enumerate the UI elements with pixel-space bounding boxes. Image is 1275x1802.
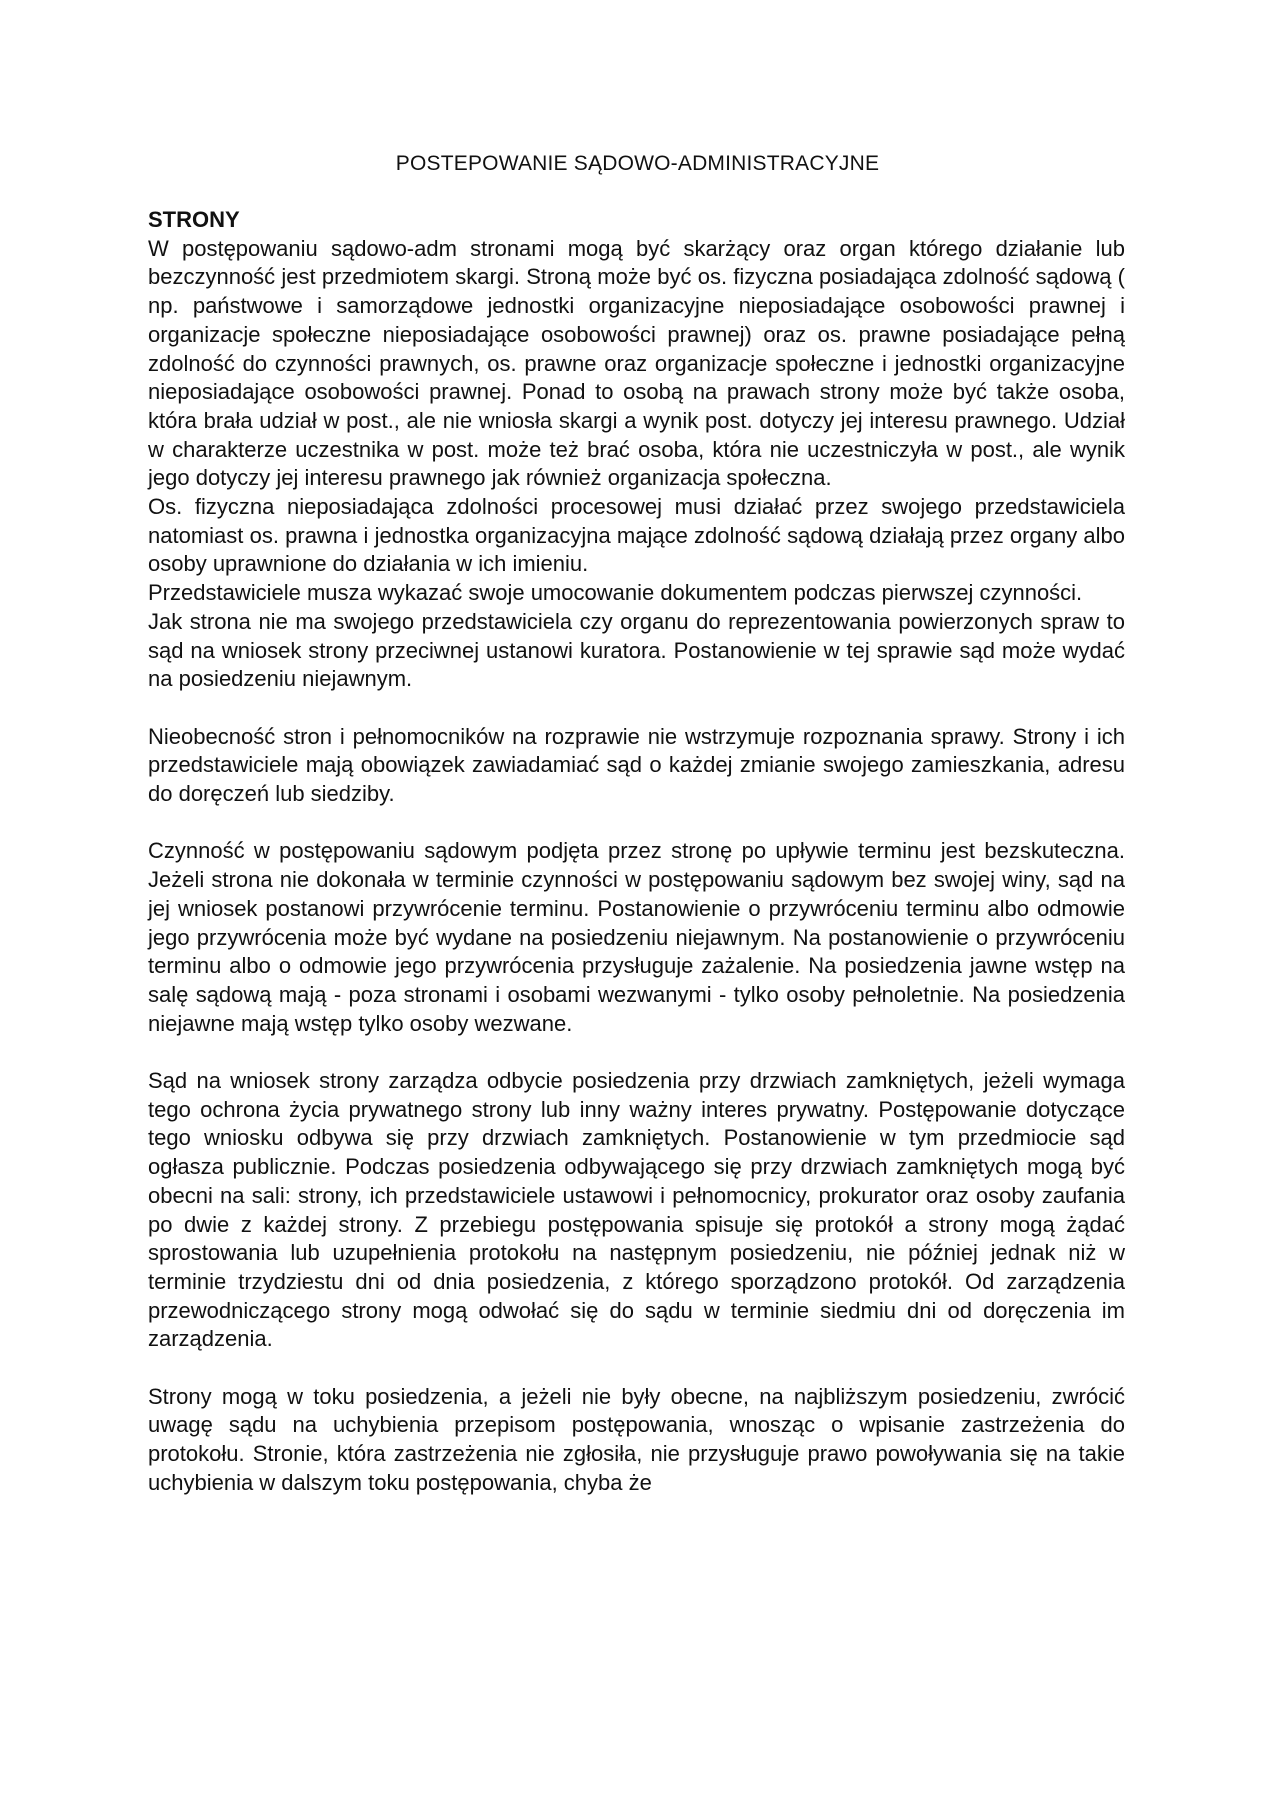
- paragraph-closed-doors: Sąd na wniosek strony zarządza odbycie posiedzenia przy drzwiach zamkniętych, jeżeli wymaga tego ochrona życia prywatnego strony lub inny ważny interes prywatny. Postępowanie dotyczące tego wniosku odbywa się przy drzwiach zamkniętych. Postanowienie w tym przedmiocie sąd ogłasza publicznie. Podczas posiedzenia odbywającego się przy drzwiach zamkniętych mogą być obecni na sali: strony, ich przedstawiciele ustawowi i pełnomocnicy, prokurator oraz osoby zaufania po dwie z każdej strony. Z przebiegu postępowania spisuje się protokół a strony mogą żądać sprostowania lub uzupełnienia protokołu na następnym posiedzeniu, nie później jednak niż w terminie trzydziestu dni od dnia posiedzenia, z którego sporządzono protokół. Od zarządzenia przewodniczącego strony mogą odwołać się do sądu w terminie siedmiu dni od doręczenia im zarządzenia.: [148, 1068, 1125, 1352]
- paragraph-deadlines: Czynność w postępowaniu sądowym podjęta przez stronę po upływie terminu jest bezskuteczna. Jeżeli strona nie dokonała w terminie czynności w postępowaniu sądowym bez swojej winy, sąd na jej wniosek postanowi przywrócenie terminu. Postanowienie o przywróceniu terminu albo odmowie jego przywrócenia może być wydane na posiedzeniu niejawnym. Na postanowienie o przywróceniu terminu albo o odmowie jego przywrócenia przysługuje zażalenie. Na posiedzenia jawne wstęp na salę sądową mają - poza stronami i osobami wezwanymi - tylko osoby pełnoletnie. Na posiedzenia niejawne mają wstęp tylko osoby wezwane.: [148, 838, 1125, 1036]
- paragraph-absence-of-parties: Nieobecność stron i pełnomocników na rozprawie nie wstrzymuje rozpoznania sprawy. Strony i ich przedstawiciele mają obowiązek zawiadamiać sąd o każdej zmianie swojego zamieszkania, adresu do doręczeń lub siedziby.: [148, 723, 1125, 807]
- document-title: POSTEPOWANIE SĄDOWO-ADMINISTRACYJNE: [395, 152, 880, 175]
- paragraph-procedural-capacity: Os. fizyczna nieposiadająca zdolności procesowej musi działać przez swojego przedstawiciela natomiast os. prawna i jednostka organizacyjna mające zdolność sądową działają przez organy albo osoby uprawnione do działania w ich imieniu.: [148, 494, 1125, 577]
- section-heading: STRONY: [148, 207, 240, 232]
- paragraph-spacer: [148, 1038, 1125, 1067]
- paragraph-representatives-authorization: Przedstawiciele musza wykazać swoje umocowanie dokumentem podczas pierwszej czynności.: [148, 580, 1083, 606]
- paragraph-spacer: [148, 809, 1125, 838]
- paragraph-spacer: [148, 1354, 1125, 1383]
- paragraph-spacer: [148, 694, 1125, 723]
- paragraph-curator: Jak strona nie ma swojego przedstawiciela czy organu do reprezentowania powierzonych spraw to sąd na wniosek strony przeciwnej ustanowi kuratora. Postanowienie w tej sprawie sąd może wydać na posiedzeniu niejawnym.: [148, 608, 1125, 692]
- paragraph-parties-definition: W postępowaniu sądowo-adm stronami mogą być skarżący oraz organ którego działanie lub bezczynność jest przedmiotem skargi. Stroną może być os. fizyczna posiadająca zdolność sądową ( np. państwowe i samorządowe jednostki organizacyjne nieposiadające osobowości prawnej i organizacje społeczne nieposiadające osobowości prawnej) oraz os. prawne posiadające pełną zdolność do czynności prawnych, os. prawne oraz organizacje społeczne i jednostki organizacyjne nieposiadające osobowości prawnej. Ponad to osobą na prawach strony może być także osoba, która brała udział w post., ale nie wniosła skargi a wynik post. dotyczy jej interesu prawnego. Udział w charakterze uczestnika w post. może też brać osoba, która nie uczestniczyła w post., ale wynik jego dotyczy jej interesu prawnego jak również organizacja społeczna.: [148, 235, 1125, 491]
- paragraph-objections: Strony mogą w toku posiedzenia, a jeżeli nie były obecne, na najbliższym posiedzeniu, zwrócić uwagę sądu na uchybienia przepisom postępowania, wnosząc o wpisanie zastrzeżenia do protokołu. Stronie, która zastrzeżenia nie zgłosiła, nie przysługuje prawo powoływania się na takie uchybienia w dalszym toku postępowania, chyba że: [148, 1383, 1125, 1495]
- document-body: [148, 206, 1125, 1498]
